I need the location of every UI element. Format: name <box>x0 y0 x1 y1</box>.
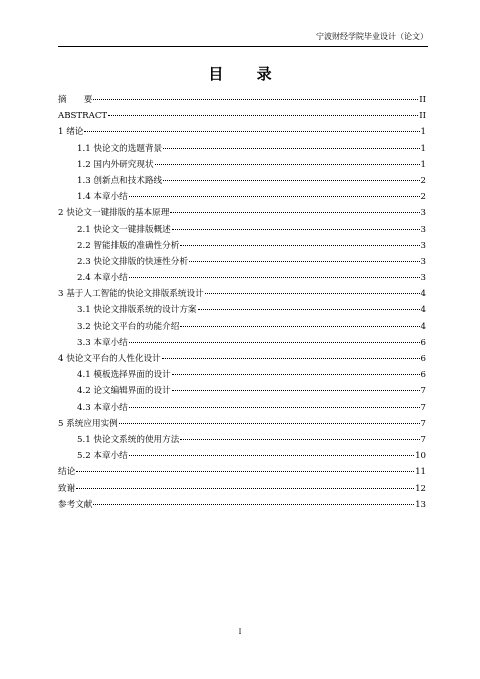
toc-entry-label: 2.1 快论文一键排版概述 <box>77 224 171 235</box>
toc-dot-leader <box>129 407 420 408</box>
toc-entry-label: 1.3 创新点和技术路线 <box>77 175 163 186</box>
toc-entry-page: II <box>419 111 426 122</box>
toc-entry[interactable] <box>58 497 426 513</box>
toc-entry-page: 3 <box>420 273 426 284</box>
toc-entry-page: 4 <box>420 289 426 300</box>
toc-entry-label: 参考文献 <box>58 499 93 510</box>
page-header <box>58 32 428 47</box>
toc-entry-label: 结论 <box>58 467 76 478</box>
toc-entry-page: 4 <box>420 305 426 316</box>
toc-dot-leader <box>129 277 420 278</box>
toc-entry[interactable] <box>58 367 426 383</box>
toc-entry-label: 4.2 论文编辑界面的设计 <box>77 386 171 397</box>
toc-entry[interactable] <box>58 335 426 351</box>
toc-entry[interactable] <box>58 92 426 108</box>
toc-entry-page: 1 <box>420 159 426 170</box>
toc-entry[interactable] <box>58 481 426 497</box>
toc-entry-label: 1.1 快论文的选题背景 <box>77 143 163 154</box>
toc-dot-leader <box>198 309 420 310</box>
toc-entry-page: 6 <box>420 370 426 381</box>
toc-entry[interactable] <box>58 108 426 124</box>
toc-entry-page: II <box>419 95 426 105</box>
toc-entry-label: 致谢 <box>58 483 76 494</box>
toc-entry[interactable] <box>58 383 426 399</box>
toc-entry[interactable] <box>58 254 426 270</box>
toc-dot-leader <box>84 131 419 132</box>
toc-entry-page: 6 <box>420 354 426 364</box>
toc-dot-leader <box>155 164 420 165</box>
toc-entry-label: 4.1 模板选择界面的设计 <box>77 370 171 381</box>
toc-entry-page: 2 <box>420 192 426 203</box>
toc-entry[interactable] <box>58 319 426 335</box>
toc-entry-label: 2.3 快论文排版的快速性分析 <box>77 256 188 267</box>
toc-dot-leader <box>189 261 420 262</box>
toc-entry-label: 2.4 本章小结 <box>77 273 128 284</box>
toc-entry[interactable] <box>58 464 426 480</box>
toc-dot-leader <box>129 196 420 197</box>
toc-dot-leader <box>170 212 419 213</box>
toc-entry-label: 3.3 本章小结 <box>77 337 128 348</box>
toc-entry-label: 2.2 智能排版的准确性分析 <box>77 240 180 251</box>
toc-entry[interactable] <box>58 222 426 238</box>
toc-entry[interactable] <box>58 400 426 416</box>
toc-entry[interactable] <box>58 205 426 221</box>
toc-entry-page: 6 <box>420 337 426 348</box>
toc-entry-page: 10 <box>415 451 426 462</box>
toc-entry-label: 3.1 快论文排版系统的设计方案 <box>77 305 197 316</box>
toc-dot-leader <box>129 342 420 343</box>
toc-dot-leader <box>93 504 414 505</box>
toc-entry-label: 3.2 快论文平台的功能介绍 <box>77 321 180 332</box>
toc-entry[interactable] <box>58 189 426 205</box>
toc-entry-page: 1 <box>420 143 426 154</box>
toc-dot-leader <box>76 471 414 472</box>
toc-entry-label: 3 基于人工智能的快论文排版系统设计 <box>58 289 204 300</box>
toc-entry[interactable] <box>58 302 426 318</box>
toc-dot-leader <box>172 390 420 391</box>
toc-entry-label: 4.3 本章小结 <box>77 402 128 413</box>
toc-entry-label: ABSTRACT <box>58 111 108 122</box>
toc-entry-label: 5.2 本章小结 <box>77 451 128 462</box>
toc-entry[interactable] <box>58 416 426 432</box>
toc-entry-page: 7 <box>420 418 426 429</box>
toc-dot-leader <box>119 423 420 424</box>
toc-entry-page: 3 <box>420 240 426 251</box>
toc-entry-page: 12 <box>415 483 426 494</box>
toc-entry[interactable] <box>58 124 426 140</box>
toc-dot-leader <box>172 229 420 230</box>
toc-entry-label: 2 快论文一键排版的基本原理 <box>58 208 170 219</box>
toc-entry[interactable] <box>58 173 426 189</box>
toc-dot-leader <box>180 245 419 246</box>
page-title: 目 录 <box>208 65 286 83</box>
toc-entry-page: 7 <box>420 434 426 445</box>
toc-entry-page: 3 <box>420 224 426 235</box>
header-text: 宁波财经学院毕业设计（论文） <box>316 32 428 41</box>
toc-entry-label: 1 绪论 <box>58 127 84 138</box>
toc-entry[interactable] <box>58 270 426 286</box>
toc-entry[interactable] <box>58 238 426 254</box>
toc-dot-leader <box>163 148 419 149</box>
toc-entry-page: 7 <box>420 386 426 397</box>
toc-entry[interactable] <box>58 157 426 173</box>
toc-entry-label: 4 快论文平台的人性化设计 <box>58 354 161 364</box>
toc-entry-label: 5.1 快论文系统的使用方法 <box>77 434 180 445</box>
toc-entry-label: 5 系统应用实例 <box>58 418 118 429</box>
toc-dot-leader <box>180 439 419 440</box>
toc-dot-leader <box>108 115 418 116</box>
toc-dot-leader <box>129 455 414 456</box>
toc-entry-page: 1 <box>420 127 426 138</box>
toc-dot-leader <box>162 358 420 359</box>
toc-entry-page: 2 <box>420 175 426 186</box>
toc-entry[interactable] <box>58 141 426 157</box>
toc-entry[interactable] <box>58 286 426 302</box>
toc-dot-leader <box>93 99 418 100</box>
toc-dot-leader <box>163 180 419 181</box>
toc-entry-page: 7 <box>420 402 426 413</box>
toc-dot-leader <box>205 293 420 294</box>
toc-entry[interactable] <box>58 432 426 448</box>
page-number: I <box>238 628 242 636</box>
toc-entry-page: 13 <box>415 499 426 510</box>
toc-dot-leader <box>76 488 414 489</box>
toc-entry[interactable] <box>58 448 426 464</box>
toc-entry-page: 3 <box>420 256 426 267</box>
toc-entry[interactable] <box>58 351 426 367</box>
table-of-contents <box>58 92 426 513</box>
toc-dot-leader <box>172 374 420 375</box>
toc-entry-label: 1.2 国内外研究现状 <box>77 159 154 170</box>
toc-entry-page: 3 <box>420 208 426 219</box>
toc-entry-label: 1.4 本章小结 <box>77 192 128 203</box>
toc-dot-leader <box>180 326 419 327</box>
toc-entry-page: 4 <box>420 321 426 332</box>
toc-entry-label: 摘 要 <box>58 95 93 105</box>
toc-entry-page: 11 <box>415 467 426 478</box>
